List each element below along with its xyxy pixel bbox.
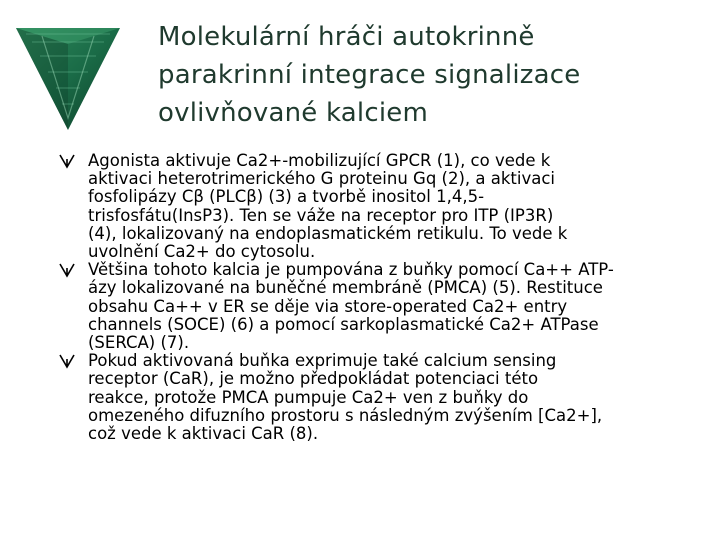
check-arrow-icon bbox=[58, 352, 76, 370]
bullet-line: ázy lokalizované na buněčné membráně (PMCA) (5). Restituce bbox=[88, 278, 603, 298]
bullet-line: Pokud aktivovaná buňka exprimuje také calcium sensing bbox=[88, 351, 557, 371]
bullet-text bbox=[88, 352, 678, 443]
bullet-line: receptor (CaR), je možno předpokládat potenciaci této bbox=[88, 369, 539, 389]
bullet-line: aktivaci heterotrimerického G proteinu Gq (2), a aktivaci bbox=[88, 169, 556, 189]
bullet-item bbox=[58, 152, 678, 261]
bullet-line: reakce, protože PMCA pumpuje Ca2+ ven z buňky do bbox=[88, 387, 529, 407]
bullet-text bbox=[88, 261, 678, 352]
bullet-text bbox=[88, 152, 678, 261]
bullet-line: Agonista aktivuje Ca2+-mobilizující GPCR (1), co vede k bbox=[88, 151, 551, 170]
bullet-line: fosfolipázy Cβ (PLCβ) (3) a tvorbě inositol 1,4,5- bbox=[88, 187, 485, 207]
bullet-line: omezeného difuzního prostoru s následným zvýšením [Ca2+], bbox=[88, 405, 603, 425]
check-arrow-icon bbox=[58, 152, 76, 170]
check-arrow-icon bbox=[58, 261, 76, 279]
title-line: ovlivňované kalciem bbox=[158, 98, 428, 128]
green-triangle-logo-icon bbox=[12, 22, 124, 132]
slide-body bbox=[58, 152, 678, 443]
bullet-line: obsahu Ca++ v ER se děje via store-operated Ca2+ entry bbox=[88, 296, 568, 316]
bullet-line: což vede k aktivaci CaR (8). bbox=[88, 424, 319, 444]
title-line: parakrinní integrace signalizace bbox=[158, 60, 581, 90]
bullet-item bbox=[58, 352, 678, 443]
bullet-line: (4), lokalizovaný na endoplasmatickém retikulu. To vede k bbox=[88, 223, 568, 243]
bullet-line: channels (SOCE) (6) a pomocí sarkoplasmatické Ca2+ ATPase bbox=[88, 314, 599, 334]
bullet-line: uvolnění Ca2+ do cytosolu. bbox=[88, 242, 316, 262]
bullet-item bbox=[58, 261, 678, 352]
bullet-line: trisfosfátu(InsP3). Ten se váže na receptor pro ITP (IP3R) bbox=[88, 205, 554, 225]
slide-title bbox=[158, 18, 698, 132]
bullet-line: (SERCA) (7). bbox=[88, 333, 190, 353]
bullet-line: Většina tohoto kalcia je pumpována z buňky pomocí Ca++ ATP- bbox=[88, 260, 614, 280]
title-line: Molekulární hráči autokrinně bbox=[158, 22, 535, 52]
